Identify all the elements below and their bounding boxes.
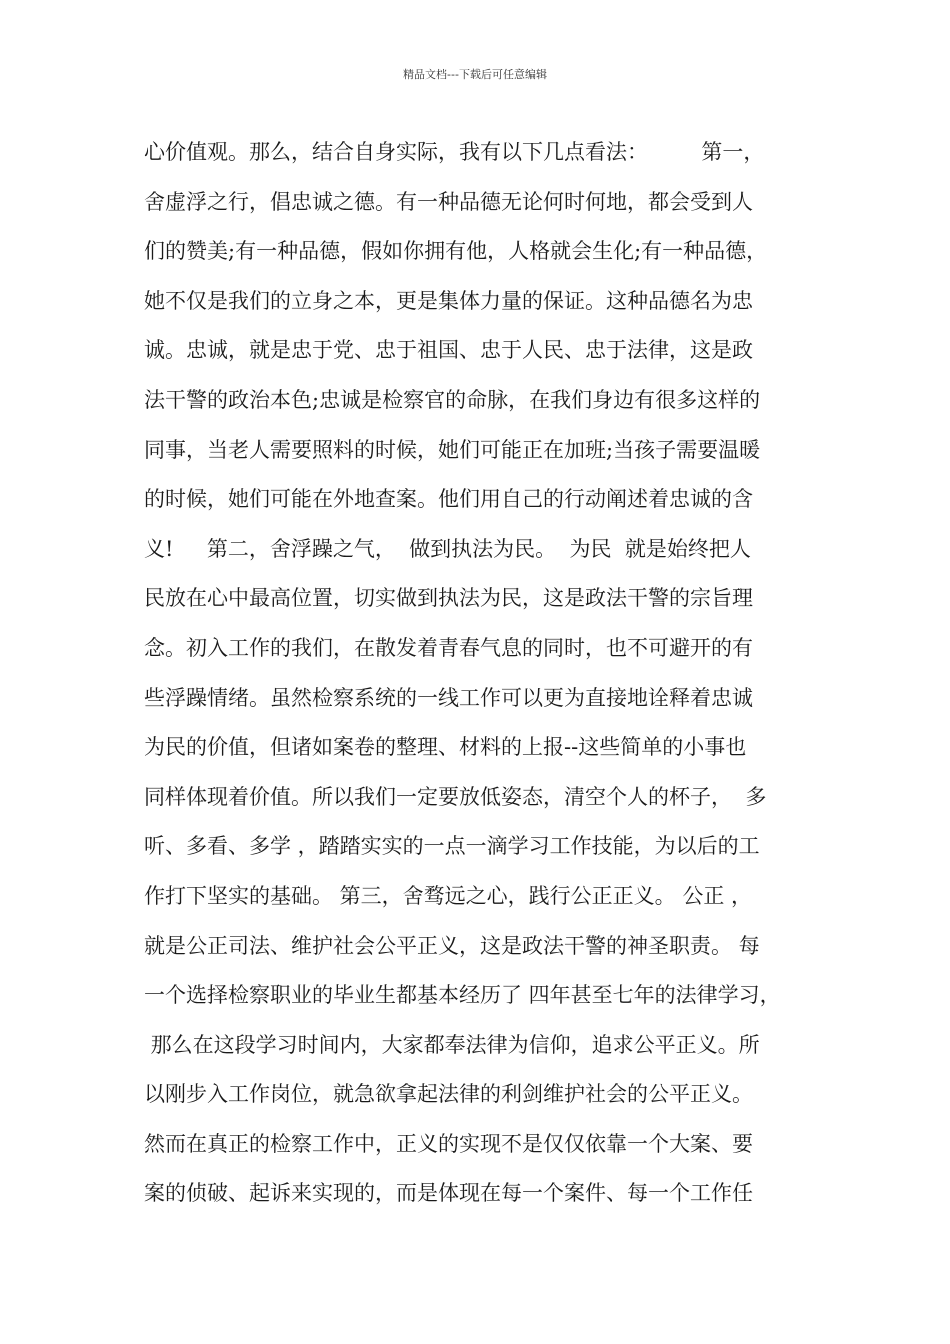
text-line: 诚。忠诚，就是忠于党、忠于祖国、忠于人民、忠于法律，这是政 [144, 338, 753, 363]
text-line: 就是公正司法、维护社会公平正义，这是政法干警的神圣职责。 每 [144, 933, 760, 958]
text-line: 些浮躁情绪。虽然检察系统的一线工作可以更为直接地诠释着忠诚 [144, 685, 753, 710]
text-line: 义! 第二，舍浮躁之气， 做到执法为民。 为民 就是始终把人 [144, 536, 751, 561]
page-header: 精品文档---下载后可任意编辑 [403, 68, 547, 81]
text-line: 那么在这段学习时间内，大家都奉法律为信仰，追求公平正义。所 [144, 1032, 760, 1057]
text-line: 听、多看、多学 ，踏踏实实的一点一滴学习工作技能，为以后的工 [144, 834, 760, 859]
text-line: 心价值观。那么，结合自身实际，我有以下几点看法： 第一， [144, 140, 765, 164]
text-line: 同事，当老人需要照料的时候，她们可能正在加班;当孩子需要温暖 [144, 437, 761, 462]
text-line: 们的赞美;有一种品德，假如你拥有他，人格就会生化;有一种品德， [144, 239, 768, 264]
text-line: 的时候，她们可能在外地查案。他们用自己的行动阐述着忠诚的含 [144, 487, 753, 512]
text-line: 作打下坚实的基础。 第三，舍骛远之心，践行公正正义。 公正 ， [144, 883, 753, 908]
text-line: 民放在心中最高位置，切实做到执法为民，这是政法干警的宗旨理 [144, 586, 753, 611]
text-line: 然而在真正的检察工作中，正义的实现不是仅仅依靠一个大案、要 [144, 1131, 753, 1156]
text-line: 舍虚浮之行，倡忠诚之德。有一种品德无论何时何地，都会受到人 [144, 189, 753, 214]
text-line: 案的侦破、起诉来实现的，而是体现在每一个案件、每一个工作任 [144, 1181, 753, 1206]
text-line: 法干警的政治本色;忠诚是检察官的命脉，在我们身边有很多这样的 [144, 387, 761, 412]
text-line: 同样体现着价值。所以我们一定要放低姿态，清空个人的杯子， 多 [144, 784, 767, 809]
text-line: 为民的价值，但诸如案卷的整理、材料的上报--这些简单的小事也 [144, 735, 747, 760]
text-line: 以刚步入工作岗位，就急欲拿起法律的利剑维护社会的公平正义。 [144, 1082, 753, 1107]
text-line: 念。初入工作的我们，在散发着青春气息的同时，也不可避开的有 [144, 635, 753, 660]
text-line: 一个选择检察职业的毕业生都基本经历了 四年甚至七年的法律学习， [144, 983, 781, 1008]
text-line: 她不仅是我们的立身之本，更是集体力量的保证。这种品德名为忠 [144, 288, 753, 313]
body-text [144, 128, 834, 1219]
